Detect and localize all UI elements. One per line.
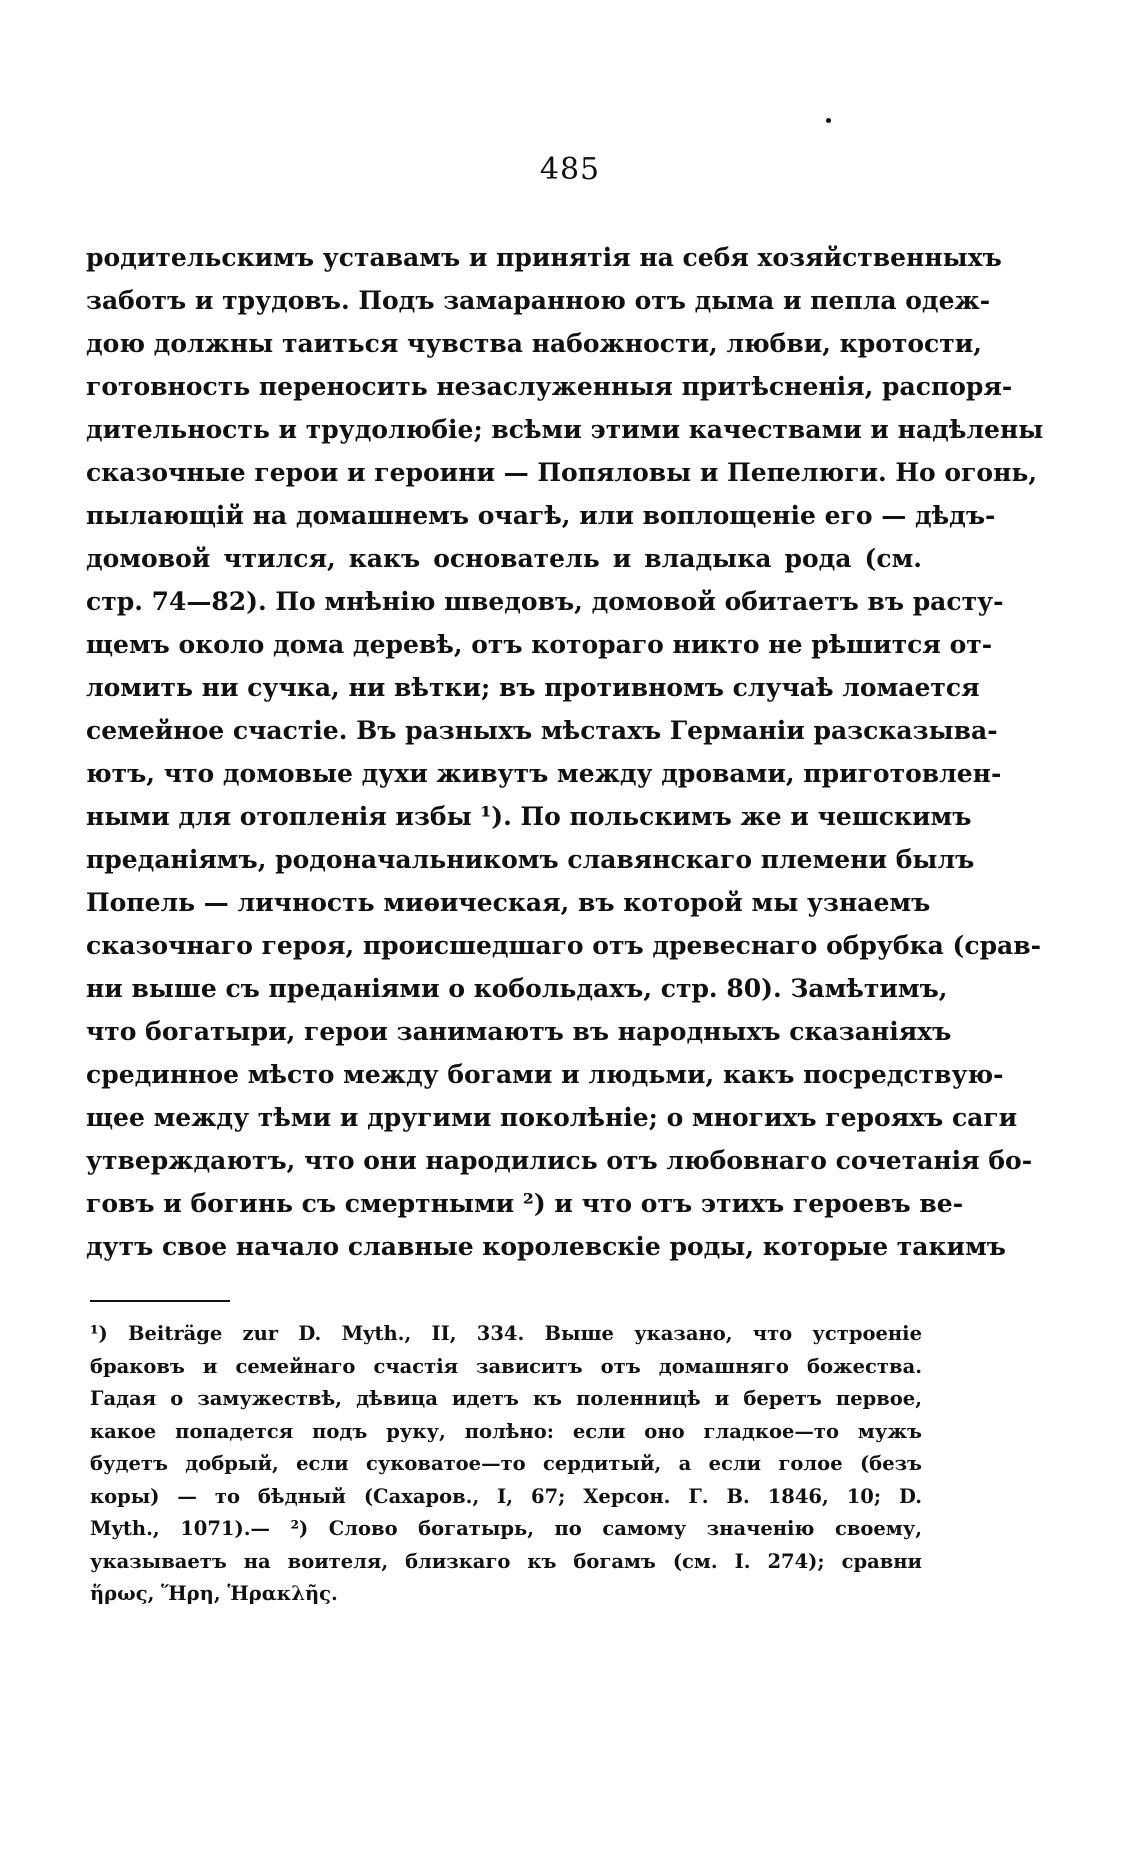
footnote-line: Myth., 1071).— ²) Слово богатырь, по самому значенію своему, — [90, 1517, 922, 1540]
text-line: домовой чтился, какъ основатель и владыка рода (см. — [86, 544, 922, 573]
text-line: ни выше съ преданіями о кобольдахъ, стр. 80). Замѣтимъ, — [86, 974, 948, 1003]
text-line: ными для отопленія избы ¹). По польскимъ же и чешскимъ — [86, 802, 972, 831]
text-line: ломить ни сучка, ни вѣтки; въ противномъ случаѣ ломается — [86, 673, 980, 702]
text-line: пылающій на домашнемъ очагѣ, или воплощеніе его — дѣдъ- — [86, 501, 996, 530]
footnote-line: браковъ и семейнаго счастія зависитъ отъ домашняго божества. — [90, 1354, 922, 1378]
footnote-line: указываетъ на воителя, близкаго къ богамъ (см. I. 274); сравни — [90, 1549, 922, 1573]
footnote-line: ¹) Beiträge zur D. Myth., II, 334. Выше указано, что устроеніе — [90, 1322, 922, 1345]
text-line: стр. 74—82). По мнѣнію шведовъ, домовой обитаетъ въ расту- — [86, 587, 1004, 616]
text-line: что богатыри, герои занимаютъ въ народныхъ сказаніяхъ — [86, 1017, 952, 1046]
text-line: готовность переносить незаслуженныя притѣсненія, распоря- — [86, 372, 1013, 401]
text-line: семейное счастіе. Въ разныхъ мѣстахъ Германіи разсказыва- — [86, 716, 998, 745]
text-line: сказочнаго героя, происшедшаго отъ древеснаго обрубка (срав- — [86, 931, 1042, 960]
text-line: дутъ свое начало славные королевскіе роды, которые такимъ — [86, 1232, 1006, 1261]
text-line: сказочные герои и героини — Попяловы и Пепелюги. Но огонь, — [86, 458, 1038, 487]
main-text — [86, 236, 1044, 1268]
footnote-line: Гадая о замужествѣ, дѣвица идетъ къ поленницѣ и беретъ первое, — [90, 1387, 922, 1410]
text-line: заботъ и трудовъ. Подъ замаранною отъ дыма и пепла одеж- — [86, 286, 991, 315]
page-number: 485 — [539, 152, 601, 187]
text-line: ютъ, что домовые духи живутъ между дровами, приготовлен- — [86, 759, 1002, 788]
text-line: щемъ около дома деревѣ, отъ котораго никто не рѣшится от- — [86, 630, 993, 659]
print-speck — [826, 118, 831, 123]
text-line: родительскимъ уставамъ и принятія на себя хозяйственныхъ — [86, 243, 1002, 272]
footnotes — [90, 1318, 922, 1611]
footnote-line: ἥρως, Ἥρη, Ἡρακλῆς. — [90, 1582, 338, 1605]
text-line: утверждаютъ, что они народились отъ любовнаго сочетанія бо- — [86, 1146, 1033, 1175]
footnote-line: какое попадется подъ руку, полѣно: если оно гладкое—то мужъ — [90, 1419, 922, 1443]
footnote-line: коры) — то бѣдный (Сахаров., I, 67; Херсон. Г. В. 1846, 10; D. — [90, 1484, 922, 1508]
text-line: дою должны таиться чувства набожности, любви, кротости, — [86, 329, 983, 358]
text-line: говъ и богинь съ смертными ²) и что отъ этихъ героевъ ве- — [86, 1189, 964, 1218]
text-line: дительность и трудолюбіе; всѣми этими качествами и надѣлены — [86, 415, 1044, 444]
text-line: преданіямъ, родоначальникомъ славянскаго племени былъ — [86, 845, 975, 874]
footnote-line: будетъ добрый, если суковатое—то сердитый, а если голое (безъ — [90, 1452, 922, 1475]
text-line: срединное мѣсто между богами и людьми, какъ посредствую- — [86, 1060, 1004, 1089]
text-line: щее между тѣми и другими поколѣніе; о многихъ герояхъ саги — [86, 1103, 1018, 1132]
footnote-divider — [90, 1300, 230, 1302]
text-line: Попель — личность миѳическая, въ которой мы узнаемъ — [86, 888, 931, 917]
